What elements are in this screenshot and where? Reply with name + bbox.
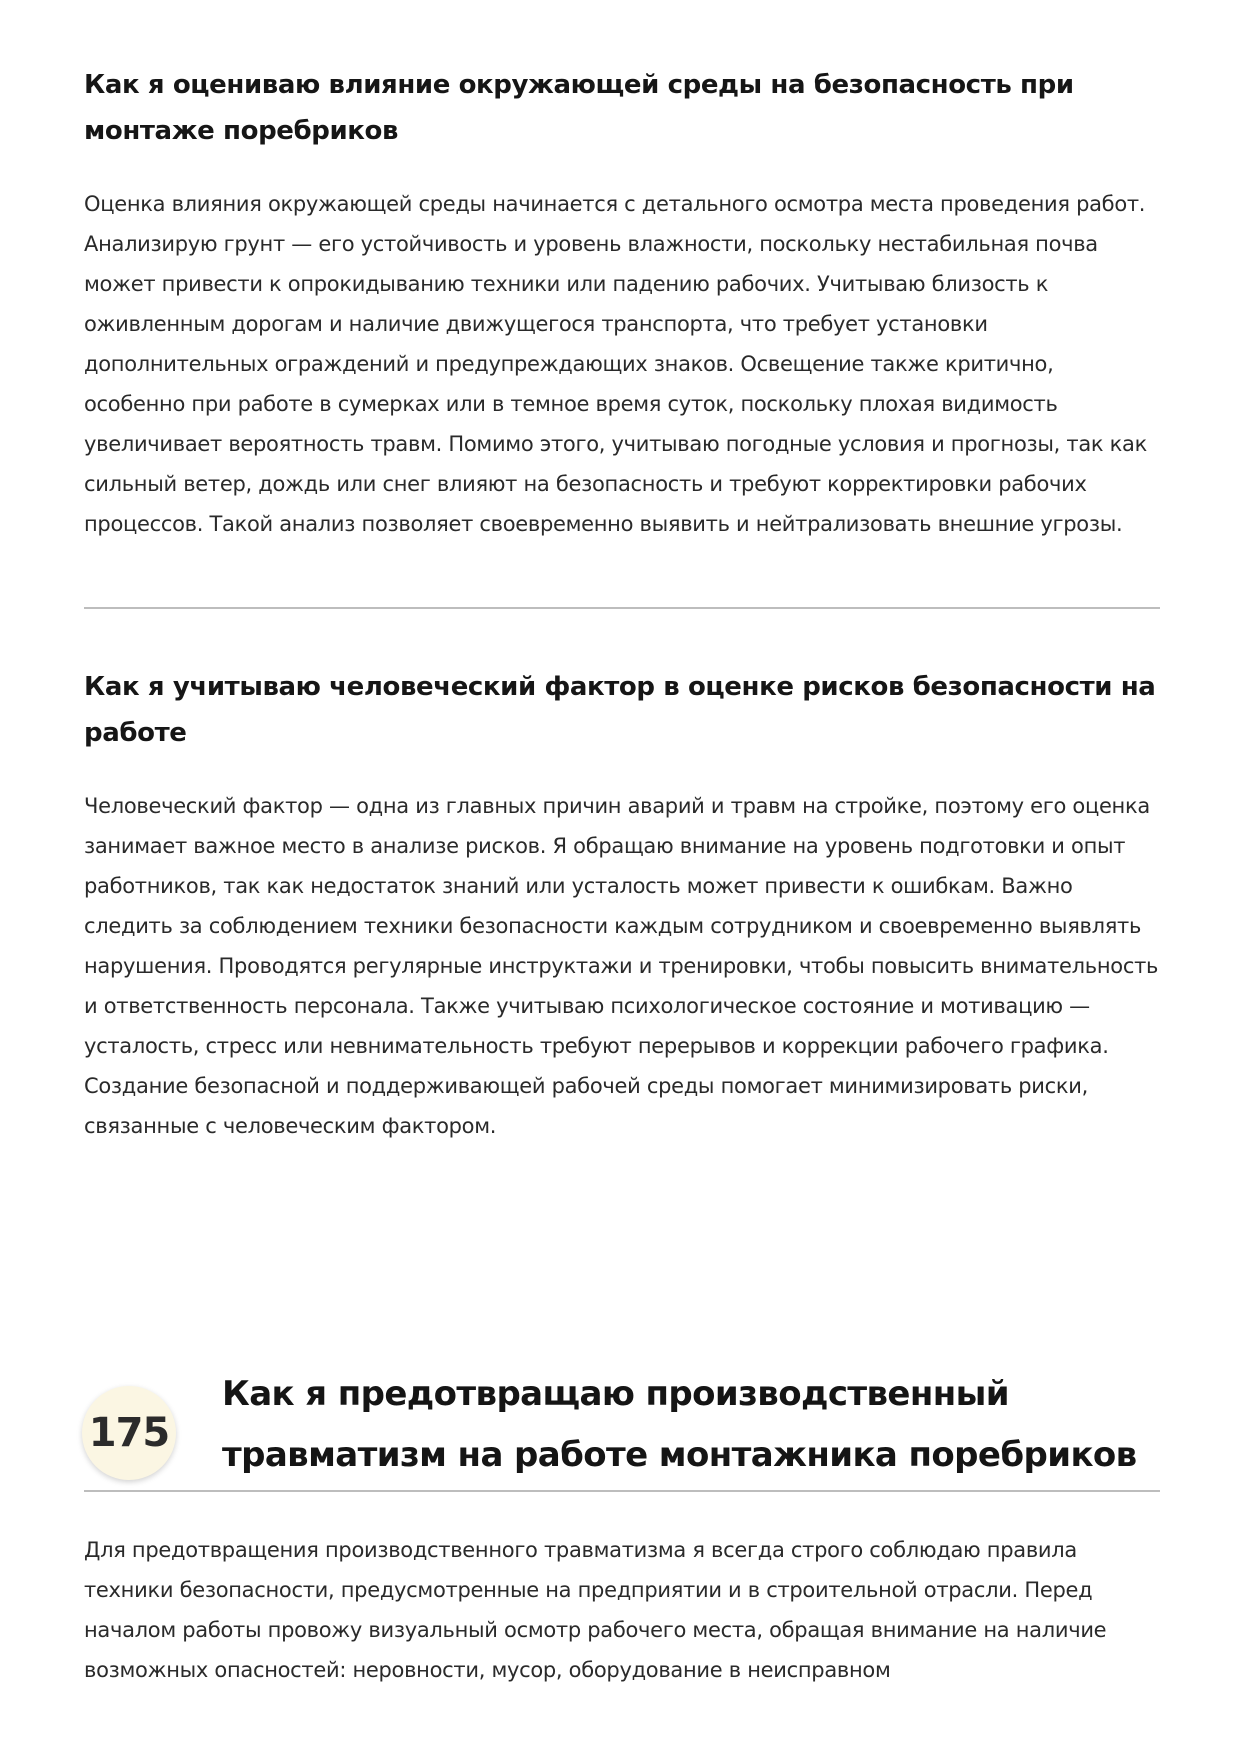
chapter-number-badge: 175 (82, 1386, 176, 1480)
section-divider (84, 607, 1160, 609)
section-heading-human-factor: Как я учитываю человеческий фактор в оценке рисков безопасности на работе (84, 672, 1156, 748)
chapter-header (84, 1366, 1160, 1496)
chapter-paragraph: Для предотвращения производственного травматизма я всегда строго соблюдаю правила техники безопасности, предусмотренные на предприятии и в строительной отрасли. Перед началом работы провожу визуальный осмотр рабочего места, обращая внимание на наличие возможных опасностей: неровности, мусор, оборудование в неисправном (84, 1538, 1107, 1682)
chapter-title: Как я предотвращаю производственный травматизм на работе монтажника поребриков (222, 1374, 1137, 1475)
section-paragraph-human-factor: Человеческий фактор — одна из главных причин аварий и травм на стройке, поэтому его оценка занимает важное место в анализе рисков. Я обращаю внимание на уровень подготовки и опыт работников, так как недостаток знаний или усталость может привести к ошибкам. Важно следить за соблюдением техники безопасности каждым сотрудником и своевременно выявлять нарушения. Проводятся регулярные инструктажи и тренировки, чтобы повысить внимательность и ответственность персонала. Также учитываю психологическое состояние и мотивацию — усталость, стресс или невнимательность требуют перерывов и коррекции рабочего графика. Создание безопасной и поддерживающей рабочей среды помогает минимизировать риски, связанные с человеческим фактором. (84, 794, 1159, 1138)
section-heading-environment: Как я оцениваю влияние окружающей среды на безопасность при монтаже поребриков (84, 70, 1074, 146)
chapter-divider (84, 1490, 1160, 1492)
section-paragraph-environment: Оценка влияния окружающей среды начинается с детального осмотра места проведения работ. Анализирую грунт — его устойчивость и уровень влажности, поскольку нестабильная почва может привести к опрокидыванию техники или падению рабочих. Учитываю близость к оживленным дорогам и наличие движущегося транспорта, что требует установки дополнительных ограждений и предупреждающих знаков. Освещение также критично, особенно при работе в сумерках или в темное время суток, поскольку плохая видимость увеличивает вероятность травм. Помимо этого, учитываю погодные условия и прогнозы, так как сильный ветер, дождь или снег влияют на безопасность и требуют корректировки рабочих процессов. Такой анализ позволяет своевременно выявить и нейтрализовать внешние угрозы. (84, 192, 1148, 536)
